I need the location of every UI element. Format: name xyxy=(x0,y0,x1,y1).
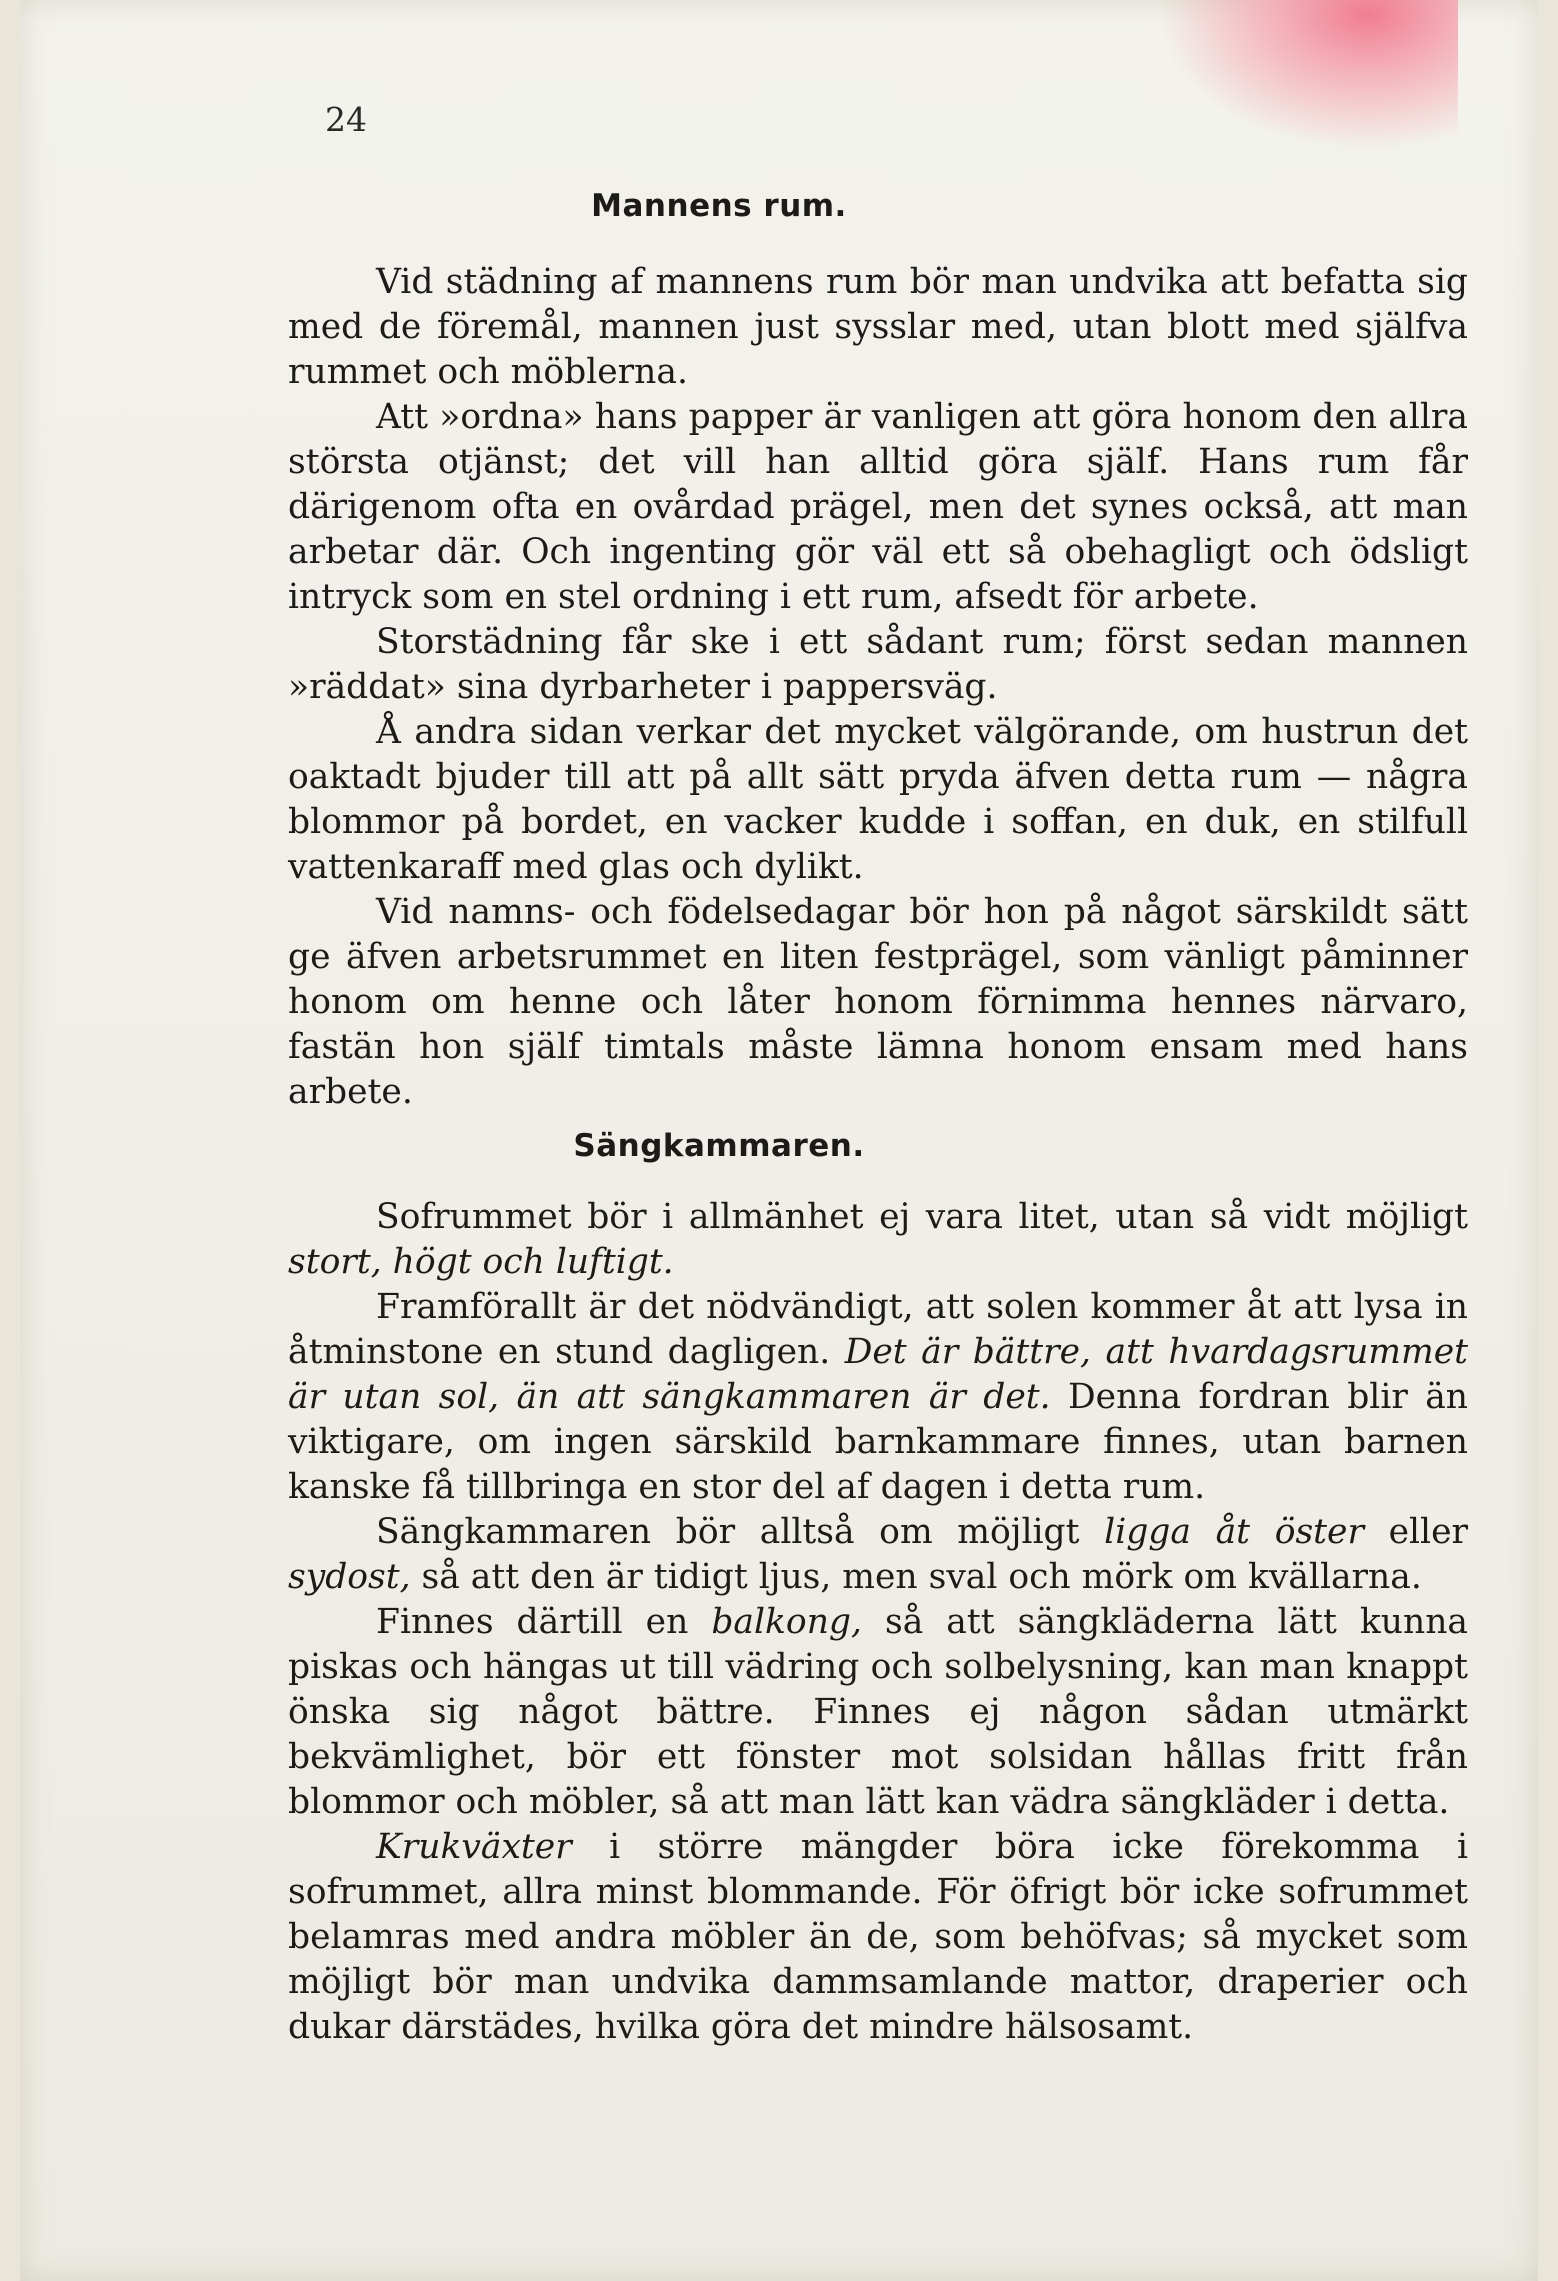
section-heading-mannens-rum: Mannens rum. xyxy=(591,188,847,224)
text-run: så att den är tidigt ljus, men sval och mörk om kvällarna. xyxy=(410,1557,1422,1597)
section-sangkammaren xyxy=(288,1195,1468,2050)
paragraph: Vid städning af mannens rum bör man undvika att befatta sig med de föremål, mannen just sysslar med, utan blott med själfva rummet och möblerna. xyxy=(288,262,1468,392)
paragraph xyxy=(288,1600,1468,1825)
text-run: Finnes därtill en xyxy=(376,1602,712,1642)
pink-stain xyxy=(1158,0,1458,150)
emphasis-text: balkong, xyxy=(711,1602,862,1642)
paragraph xyxy=(288,1825,1468,2050)
text-run: Sofrummet bör i allmänhet ej vara litet, utan så vidt möjligt xyxy=(376,1197,1468,1237)
emphasis-text: stort, högt och luftigt. xyxy=(288,1242,674,1282)
paragraph xyxy=(288,1510,1468,1600)
paragraph xyxy=(288,1285,1468,1510)
section-mannens-rum xyxy=(288,260,1468,1115)
text-run: Sängkammaren bör alltså om möjligt xyxy=(376,1512,1105,1552)
emphasis-text: Det är bättre, att hvardagsrummet är utan sol, än att sängkammaren är det. xyxy=(288,1332,1468,1417)
text-run: Denna fordran blir än viktigare, om ingen särskild barnkammare finnes, utan barnen kanske få tillbringa en stor del af dagen i detta rum. xyxy=(288,1377,1468,1507)
paragraph: Vid namns- och födelsedagar bör hon på något särskildt sätt ge äfven arbetsrummet en liten festprägel, som vänligt påminner honom om henne och låter honom förnimma hennes närvaro, fastän hon själf timtals måste lämna honom ensam med hans arbete. xyxy=(288,892,1468,1112)
paragraph: Att »ordna» hans papper är vanligen att göra honom den allra största otjänst; det vill han alltid göra själf. Hans rum får därigenom ofta en ovårdad prägel, men det synes också, att man arbetar där. Och ingenting gör väl ett så obehagligt och ödsligt intryck som en stel ordning i ett rum, afsedt för arbete. xyxy=(288,397,1468,617)
section-heading-sangkammaren: Sängkammaren. xyxy=(573,1128,865,1164)
text-run: i större mängder böra icke förekomma i sofrummet, allra minst blommande. För öfrigt bör icke sofrummet belamras med andra möbler än de, som behöfvas; så mycket som möjligt bör man undvika dammsamlande mattor, draperier och dukar därstädes, hvilka göra det mindre hälsosamt. xyxy=(288,1827,1468,2047)
text-run: Framförallt är det nödvändigt, att solen kommer åt att lysa in åtminstone en stund dagligen. xyxy=(288,1287,1468,1372)
text-run: eller xyxy=(1363,1512,1468,1552)
emphasis-text: Krukväxter xyxy=(376,1827,572,1867)
paragraph: Storstädning får ske i ett sådant rum; först sedan mannen »räddat» sina dyrbarheter i pappersväg. xyxy=(288,622,1468,707)
paragraph: Å andra sidan verkar det mycket välgörande, om hustrun det oaktadt bjuder till att på allt sätt pryda äfven detta rum — några blommor på bordet, en vacker kudde i soffan, en duk, en stilfull vattenkaraff med glas och dylikt. xyxy=(288,712,1468,887)
paragraph xyxy=(288,1195,1468,1285)
book-page xyxy=(20,0,1538,2281)
emphasis-text: sydost, xyxy=(288,1557,411,1597)
emphasis-text: ligga åt öster xyxy=(1104,1512,1364,1552)
page-number: 24 xyxy=(325,100,367,139)
text-run: så att sängkläderna lätt kunna piskas och hängas ut till vädring och solbelysning, kan man knappt önska sig något bättre. Finnes ej någon sådan utmärkt bekvämlighet, bör ett fönster mot solsidan hållas fritt från blommor och möbler, så att man lätt kan vädra sängkläder i detta. xyxy=(288,1602,1468,1822)
